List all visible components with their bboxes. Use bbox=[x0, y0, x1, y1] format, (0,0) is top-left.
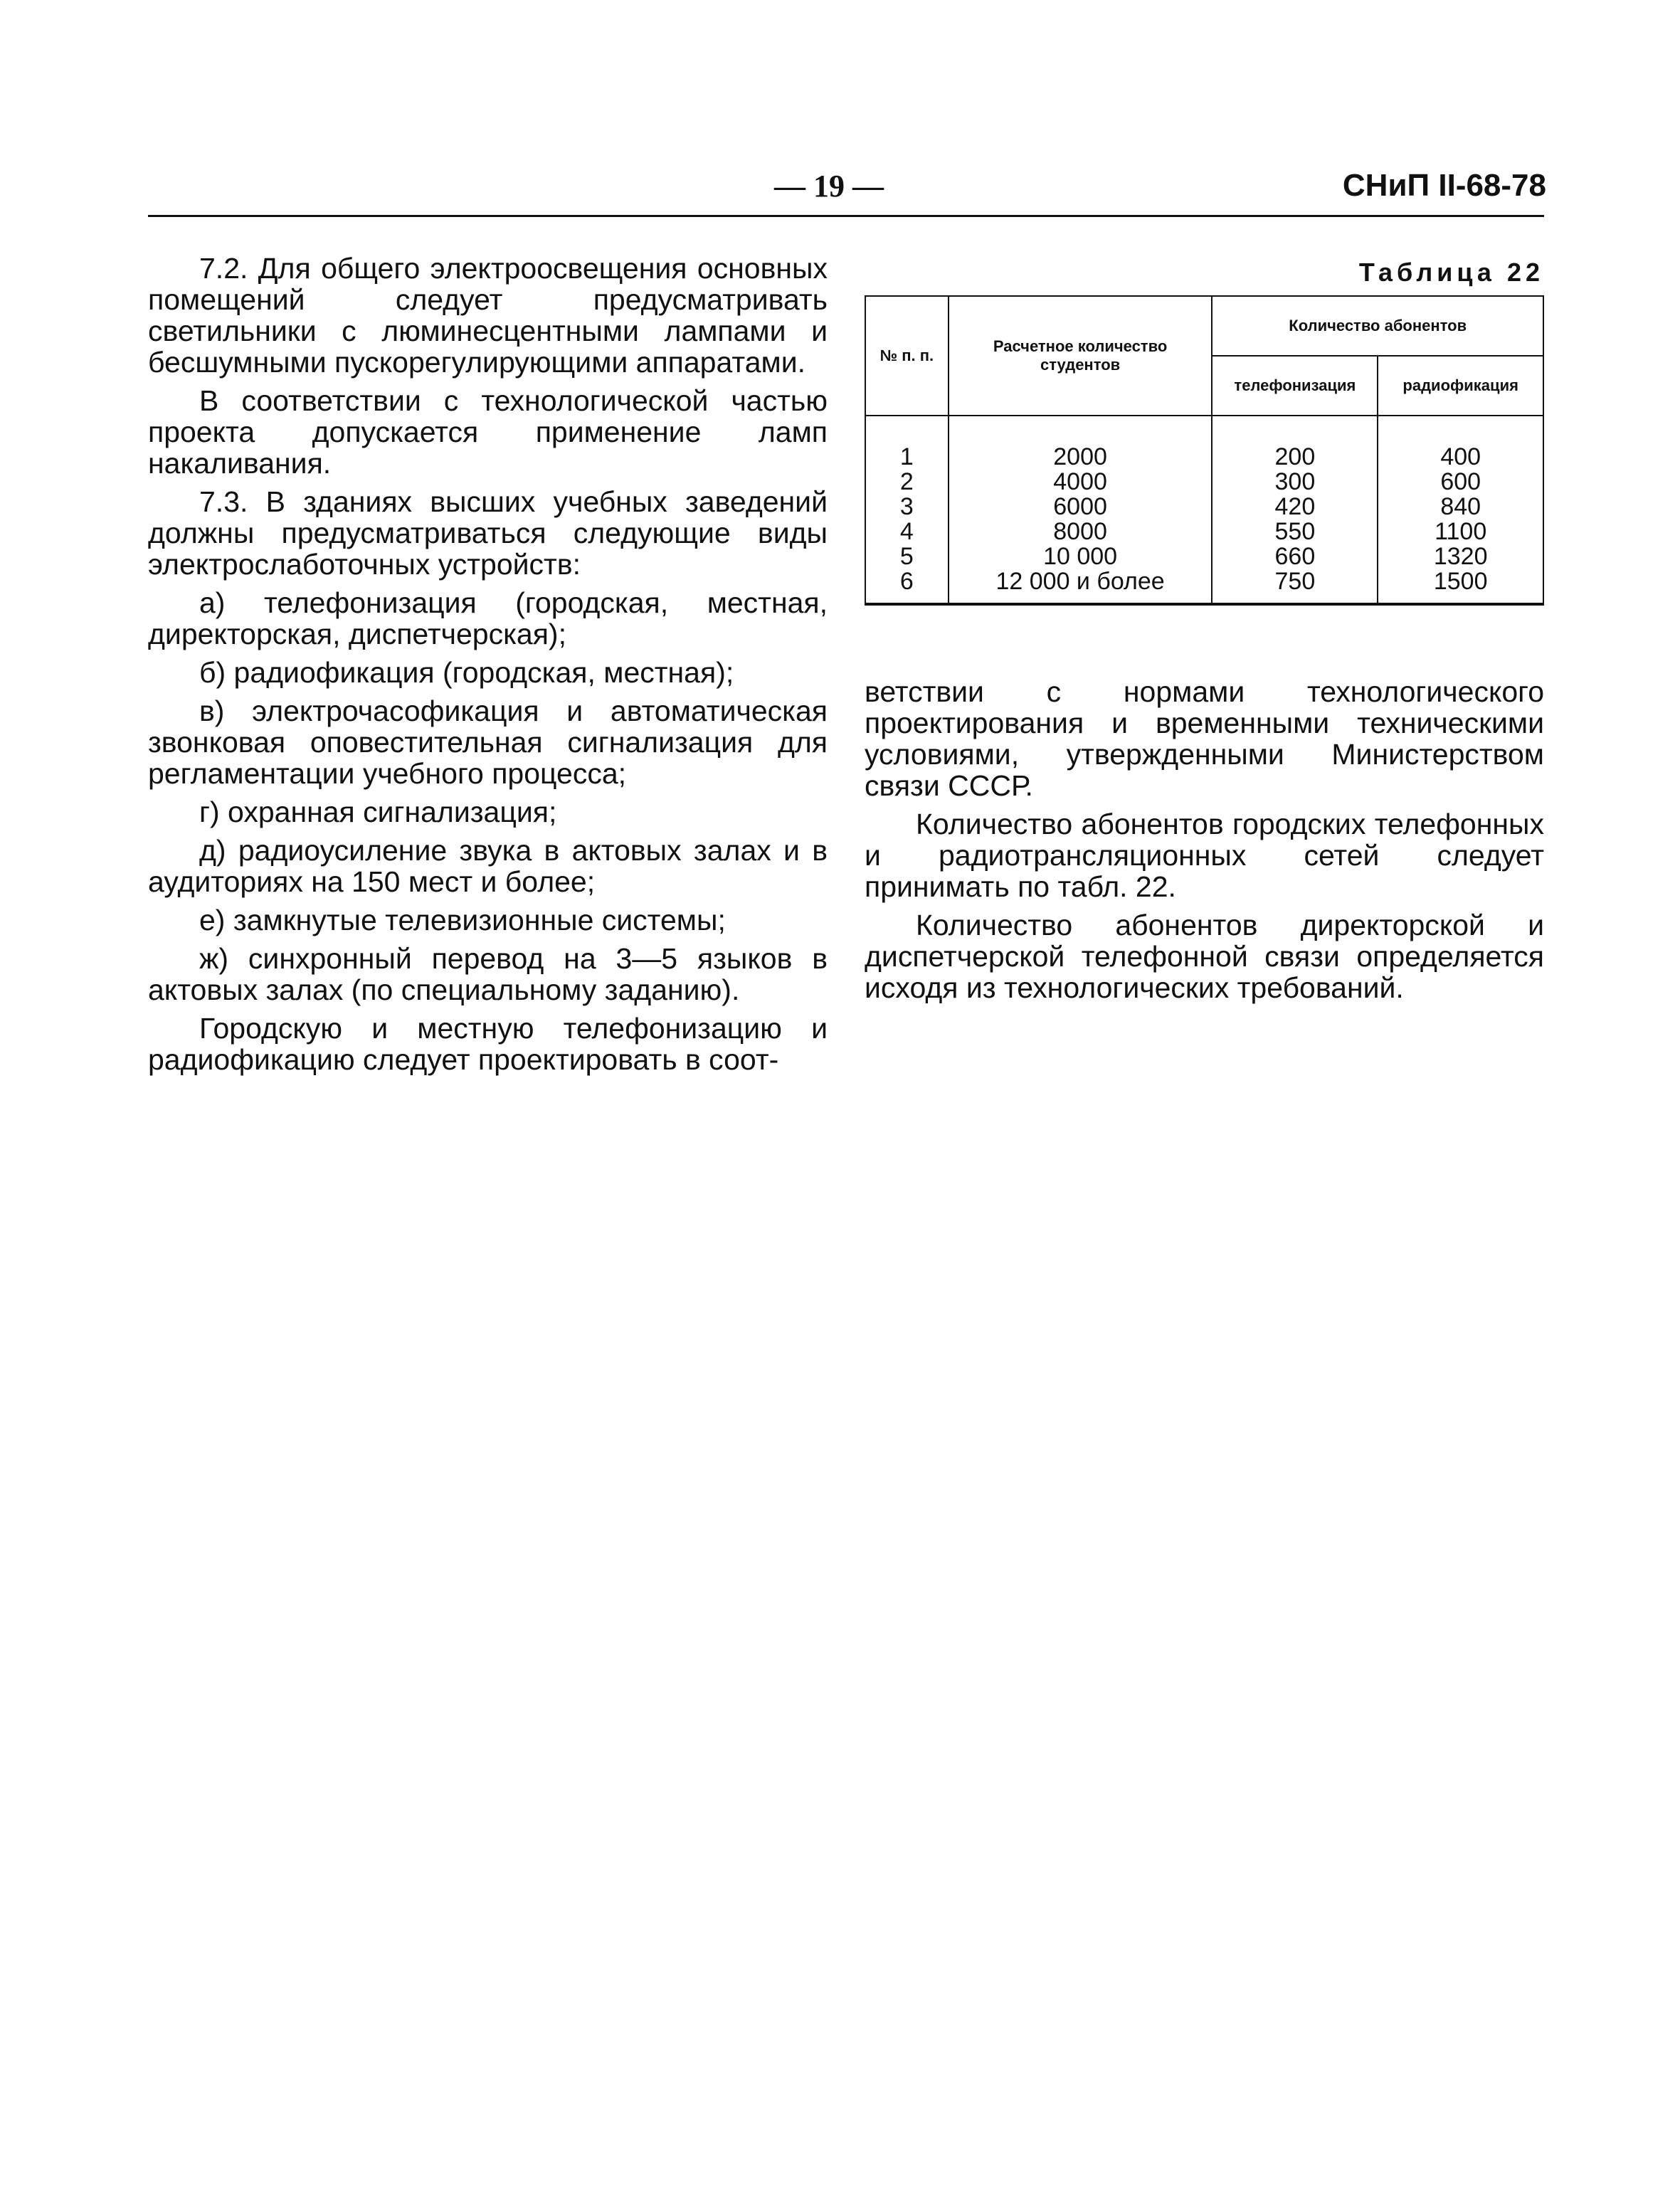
cell-students: 6000 bbox=[949, 495, 1213, 519]
list-item: ж) синхронный перевод на 3—5 языков в актовых залах (по специальному заданию). bbox=[148, 942, 828, 1006]
cell-phone: 420 bbox=[1212, 495, 1378, 519]
cell-students: 8000 bbox=[949, 519, 1213, 544]
cell-radio: 1100 bbox=[1378, 519, 1543, 544]
cell-num: 4 bbox=[865, 519, 949, 544]
cell-students: 10 000 bbox=[949, 544, 1213, 569]
cell-num: 2 bbox=[865, 470, 949, 495]
cell-students: 4000 bbox=[949, 470, 1213, 495]
table-title: Таблица 22 bbox=[1358, 258, 1544, 287]
page-number: — 19 — bbox=[774, 169, 884, 204]
cell-students: 12 000 и более bbox=[949, 569, 1213, 603]
paragraph: Количество абонентов городских телефонных и радиотрансляционных сетей следует принимать по табл. 22. bbox=[865, 808, 1544, 903]
list-item: в) электрочасофикация и автоматическая звонковая оповестительная сигнализация для регламентации учебного процесса; bbox=[148, 695, 828, 790]
cell-phone: 660 bbox=[1212, 544, 1378, 569]
list-item: б) радиофикация (городская, местная); bbox=[199, 656, 734, 689]
cell-radio: 600 bbox=[1378, 470, 1543, 495]
list-item: а) телефонизация (городская, местная, директорская, диспетчерская); bbox=[148, 586, 828, 650]
paragraph-7-3: 7.3. В зданиях высших учебных заведений должны предусматриваться следующие виды электрослаботочных устройств: bbox=[148, 485, 828, 581]
list-item: е) замкнутые телевизионные системы; bbox=[199, 904, 726, 936]
cell-phone: 300 bbox=[1212, 470, 1378, 495]
header-radio: радиофикация bbox=[1378, 356, 1543, 416]
paragraph: Городскую и местную телефонизацию и радиофикацию следует проектировать в соот- bbox=[148, 1012, 828, 1076]
header-phone: телефонизация bbox=[1212, 356, 1378, 416]
cell-radio: 1320 bbox=[1378, 544, 1543, 569]
header-subscribers: Количество абонентов bbox=[1212, 296, 1543, 356]
table-row bbox=[865, 519, 1543, 544]
cell-num: 1 bbox=[865, 416, 949, 470]
cell-students: 2000 bbox=[949, 416, 1213, 470]
cell-phone: 200 bbox=[1212, 416, 1378, 470]
cell-phone: 550 bbox=[1212, 519, 1378, 544]
table-row bbox=[865, 495, 1543, 519]
cell-num: 6 bbox=[865, 569, 949, 603]
paragraph: В соответствии с технологической частью проекта допускается применение ламп накаливания. bbox=[148, 384, 828, 480]
right-column bbox=[865, 676, 1544, 1010]
cell-num: 5 bbox=[865, 544, 949, 569]
cell-radio: 1500 bbox=[1378, 569, 1543, 603]
paragraph: Количество абонентов директорской и диспетчерской телефонной связи определяется исходя из технологических требований. bbox=[865, 909, 1544, 1004]
paragraph-7-2: 7.2. Для общего электроосвещения основных помещений следует предусматривать светильники с люминесцентными лампами и бесшумными пускорегулирующими аппаратами. bbox=[148, 252, 828, 379]
header-students: Расчетное количество студентов bbox=[949, 296, 1213, 416]
cell-radio: 840 bbox=[1378, 495, 1543, 519]
table-22 bbox=[865, 295, 1544, 606]
paragraph: ветствии с нормами технологического проектирования и временными техническими условиями, утвержденными Министерством связи СССР. bbox=[865, 675, 1544, 802]
document-code: СНиП II-68-78 bbox=[1342, 168, 1546, 203]
cell-num: 3 bbox=[865, 495, 949, 519]
header-divider bbox=[148, 215, 1544, 217]
left-column bbox=[148, 253, 828, 1082]
table-row bbox=[865, 544, 1543, 569]
header-num: № п. п. bbox=[865, 296, 949, 416]
table-row bbox=[865, 470, 1543, 495]
list-item: д) радиоусиление звука в актовых залах и в аудиториях на 150 мест и более; bbox=[148, 834, 828, 898]
table-row bbox=[865, 416, 1543, 470]
list-item: г) охранная сигнализация; bbox=[199, 796, 557, 828]
cell-radio: 400 bbox=[1378, 416, 1543, 470]
cell-phone: 750 bbox=[1212, 569, 1378, 603]
table-bottom-rule bbox=[865, 603, 1544, 606]
table-row bbox=[865, 569, 1543, 603]
